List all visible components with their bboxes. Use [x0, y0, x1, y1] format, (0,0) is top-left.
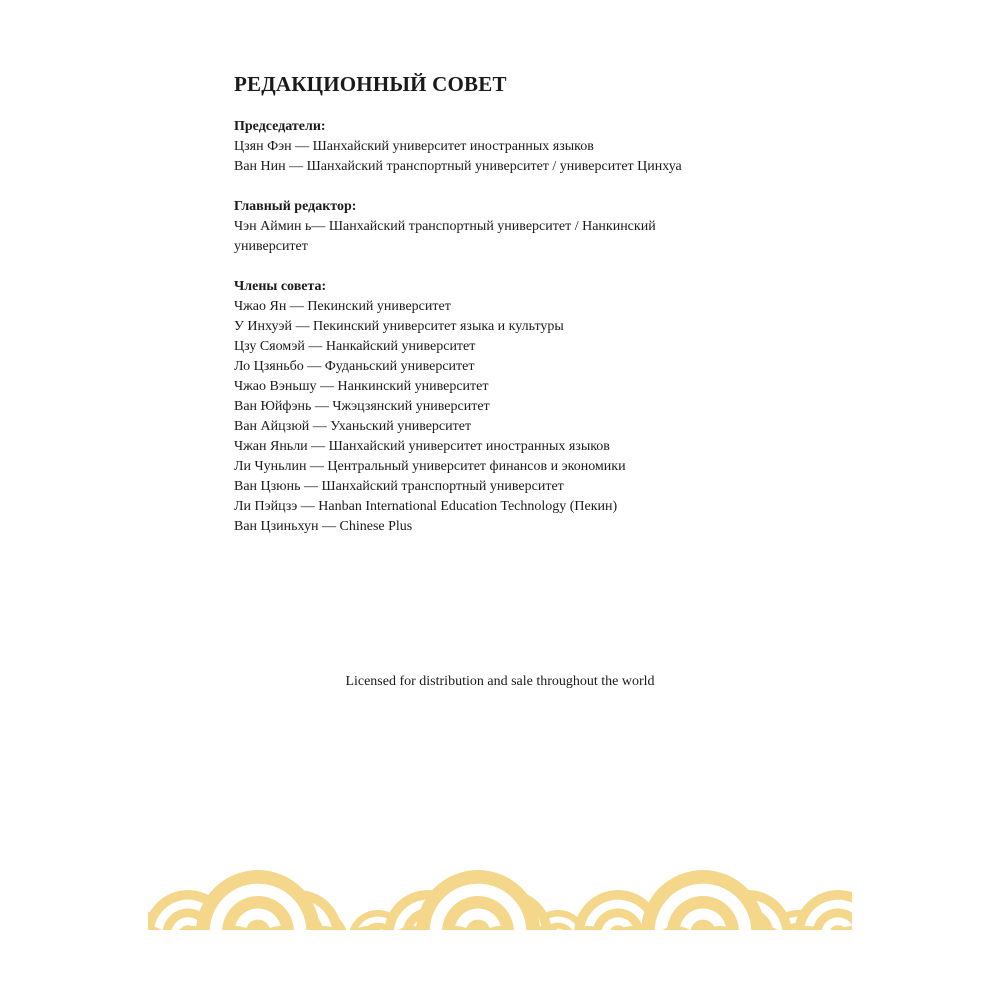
- chairs-heading: Председатели:: [234, 119, 326, 134]
- member-line: Ван Цзюнь — Шанхайский транспортный университет: [234, 479, 564, 494]
- member-line: Ли Пэйцзэ — Hanban International Education Technology (Пекин): [234, 499, 618, 514]
- chair-line: Цзян Фэн — Шанхайский университет иностранных языков: [234, 139, 594, 154]
- seigaiha-wave-icon: [148, 862, 852, 930]
- chief-editor-section: [234, 197, 774, 257]
- member-line: Цзу Сяомэй — Нанкайский университет: [234, 339, 476, 354]
- member-line: Ли Чуньлин — Центральный университет финансов и экономики: [234, 459, 626, 474]
- chief-editor-heading: Главный редактор:: [234, 199, 357, 214]
- members-section: [234, 277, 774, 537]
- member-line: Ван Айцзюй — Уханьский университет: [234, 419, 472, 434]
- page-title: РЕДАКЦИОННЫЙ СОВЕТ: [234, 72, 507, 96]
- member-line: Чжао Ян — Пекинский университет: [234, 299, 451, 314]
- member-line: Ван Юйфэнь — Чжэцзянский университет: [234, 399, 490, 414]
- chair-line: Ван Нин — Шанхайский транспортный университет / университет Цинхуа: [234, 159, 682, 174]
- member-line: Чжан Яньли — Шанхайский университет иностранных языков: [234, 439, 610, 454]
- chief-editor-line: Чэн Аймин ь— Шанхайский транспортный университет / Нанкинский: [234, 219, 656, 234]
- member-line: Чжао Вэньшу — Нанкинский университет: [234, 379, 489, 394]
- member-line: Ван Цзиньхун — Chinese Plus: [234, 519, 413, 534]
- license-note: Licensed for distribution and sale throughout the world: [345, 674, 655, 689]
- editorial-board: [234, 68, 774, 557]
- chairs-section: [234, 117, 774, 177]
- member-line: Ло Цзяньбо — Фуданьский университет: [234, 359, 475, 374]
- member-line: У Инхуэй — Пекинский университет языка и культуры: [234, 319, 564, 334]
- members-heading: Члены совета:: [234, 279, 327, 294]
- chief-editor-line: университет: [234, 239, 308, 254]
- wave-pattern-decoration: [148, 862, 852, 930]
